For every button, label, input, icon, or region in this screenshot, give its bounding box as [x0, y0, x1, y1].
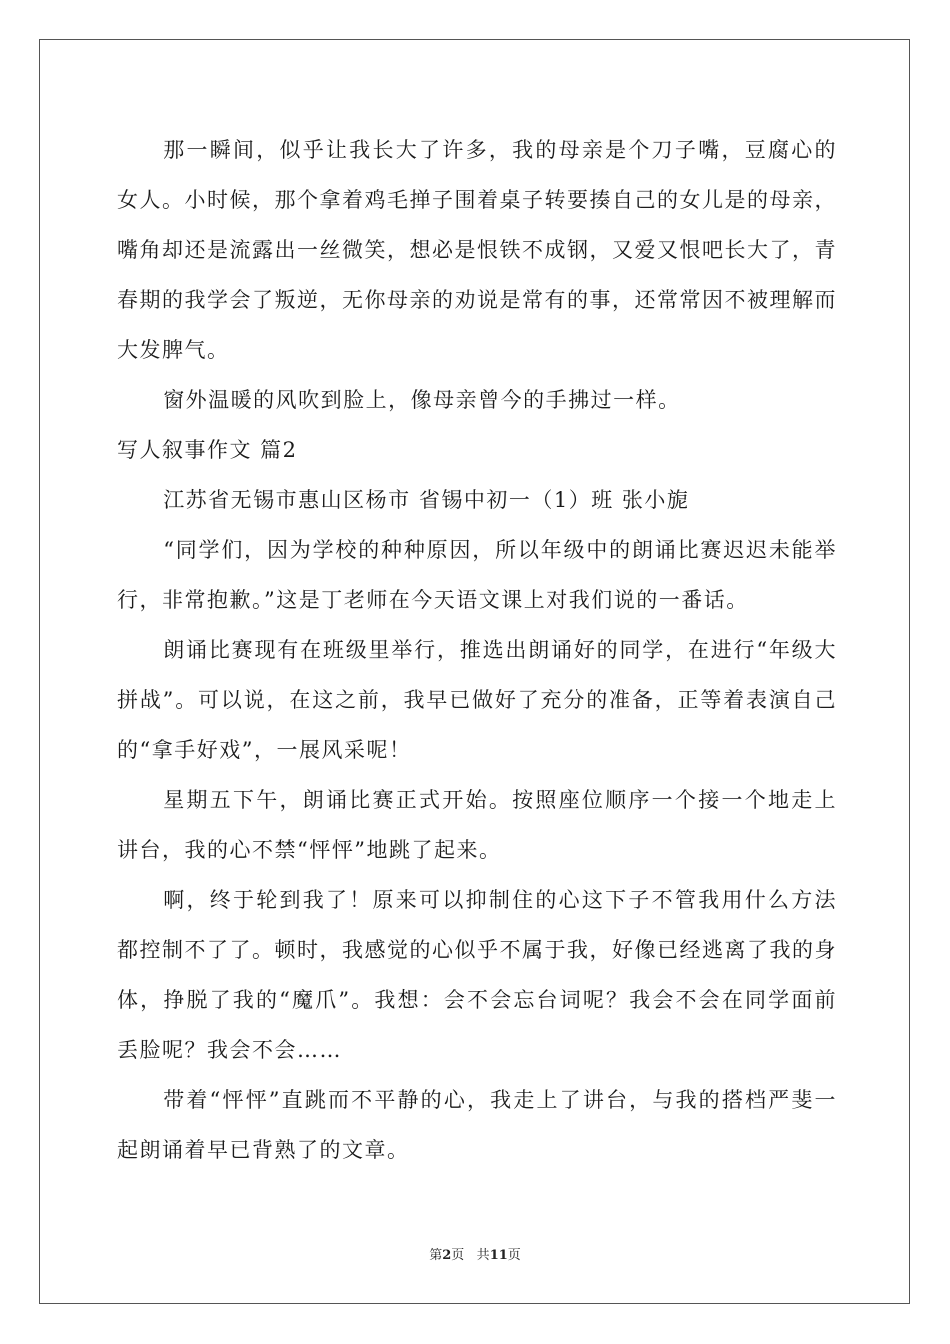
document-body [117, 125, 837, 1175]
page-prefix: 第 [429, 1248, 443, 1263]
page-footer [0, 1247, 950, 1265]
paragraph: 那一瞬间，似乎让我长大了许多，我的母亲是个刀子嘴，豆腐心的女人。小时候，那个拿着鸡毛掸子围着桌子转要揍自己的女儿是的母亲，嘴角却还是流露出一丝微笑，想必是恨铁不成钢，又爱又恨吧长大了，青春期的我学会了叛逆，无你母亲的劝说是常有的事，还常常因不被理解而大发脾气。 [117, 138, 837, 362]
total-prefix: 共 [476, 1248, 490, 1263]
section-heading: 写人叙事作文 篇2 [117, 438, 298, 462]
page-suffix: 页 [451, 1248, 465, 1263]
paragraph: 带着“怦怦”直跳而不平静的心，我走上了讲台，与我的搭档严斐一起朗诵着早已背熟了的文章。 [117, 1088, 837, 1162]
paragraph: 啊，终于轮到我了！原来可以抑制住的心这下子不管我用什么方法都控制不了了。顿时，我感觉的心似乎不属于我，好像已经逃离了我的身体，挣脱了我的“魔爪”。我想：会不会忘台词呢？我会不会在同学面前丢脸呢？我会不会…… [117, 888, 837, 1062]
paragraph: 星期五下午，朗诵比赛正式开始。按照座位顺序一个接一个地走上讲台，我的心不禁“怦怦”地跳了起来。 [117, 788, 837, 862]
page-number: 2 [442, 1248, 452, 1263]
total-pages: 11 [489, 1248, 508, 1263]
paragraph: 朗诵比赛现有在班级里举行，推选出朗诵好的同学，在进行“年级大拼战”。可以说，在这之前，我早已做好了充分的准备，正等着表演自己的“拿手好戏”，一展风采呢！ [117, 638, 837, 762]
author-line: 江苏省无锡市惠山区杨市 省锡中初一（1）班 张小旎 [163, 488, 690, 512]
total-suffix: 页 [507, 1248, 521, 1263]
paragraph: “同学们，因为学校的种种原因，所以年级中的朗诵比赛迟迟未能举行，非常抱歉。”这是丁老师在今天语文课上对我们说的一番话。 [117, 538, 837, 612]
paragraph: 窗外温暖的风吹到脸上，像母亲曾今的手拂过一样。 [163, 388, 681, 412]
